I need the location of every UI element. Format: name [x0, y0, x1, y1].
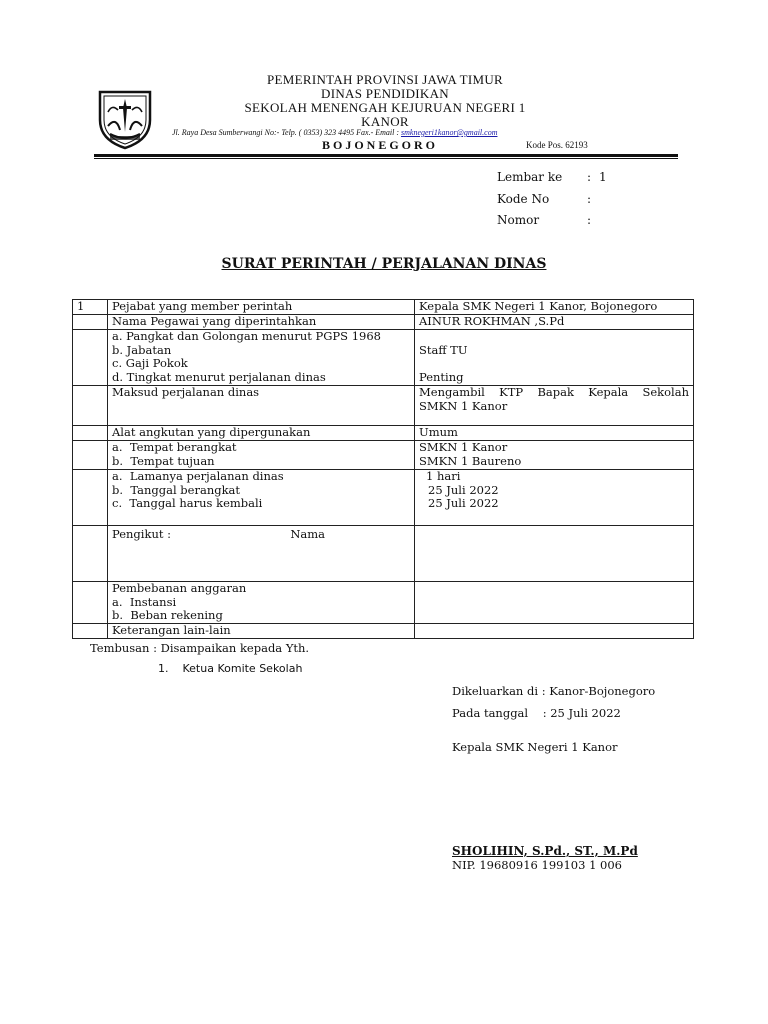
table-row [73, 426, 694, 441]
table-row [73, 470, 694, 526]
letterhead-department: DINAS PENDIDIKAN [321, 86, 449, 101]
letterhead-school: SEKOLAH MENENGAH KEJURUAN NEGERI 1 [244, 100, 526, 115]
duration-value: 1 hari [426, 469, 461, 483]
purpose-value-line2: SMKN 1 Kanor [419, 398, 508, 413]
remarks-label: Keterangan lain-lain [108, 624, 415, 639]
employee-value: AINUR ROKHMAN ,S.Pd [415, 315, 694, 330]
purpose-label: Maksud perjalanan dinas [108, 386, 415, 426]
meta-lembar-sep: : [587, 170, 592, 184]
tembusan-label: Tembusan : Disampaikan kepada Yth. [90, 641, 310, 655]
meta-lembar-value: 1 [599, 170, 607, 184]
provincial-emblem-logo [96, 86, 154, 150]
letterhead-postal-code: Kode Pos. 62193 [526, 140, 588, 150]
issued-place: Dikeluarkan di : Kanor-Bojonegoro [452, 684, 656, 698]
duration-c-mark: c. [112, 496, 123, 510]
followers-name-label: Nama [290, 527, 325, 541]
meta-nomor-label: Nomor [497, 213, 540, 227]
tembusan-item [158, 662, 302, 675]
letterhead-province: PEMERINTAH PROVINSI JAWA TIMUR [267, 72, 503, 87]
table-row [73, 582, 694, 624]
place-list [108, 441, 415, 470]
issued-date: Pada tanggal : 25 Juli 2022 [452, 706, 621, 720]
letterhead-divider-thick [94, 154, 678, 157]
letterhead-address: Jl. Raya Desa Sumberwangi No:- Telp. ( 0353) 323 4495 Fax.- Email : [172, 128, 402, 137]
letterhead-city: BOJONEGORO [322, 138, 439, 152]
employee-label: Nama Pegawai yang diperintahkan [108, 315, 415, 330]
budget-agency-label: Instansi [129, 594, 177, 609]
budget-list [108, 582, 415, 624]
letterhead-school-location: KANOR [361, 114, 409, 129]
table-row [73, 330, 694, 386]
followers-label: Pengikut : [112, 527, 171, 541]
departure-date-value: 25 Juli 2022 [428, 482, 499, 497]
rank-list [108, 330, 415, 386]
purpose-value-line1: Mengambil KTP Bapak Kepala Sekolah [419, 385, 689, 399]
return-date-label: Tanggal harus kembali [129, 496, 263, 510]
letterhead-divider-thin [94, 158, 678, 159]
departure-place-label: Tempat berangkat [129, 440, 237, 454]
row-number: 1 [73, 300, 108, 315]
meta-kode-sep: : [587, 192, 592, 206]
rank-item-a: a. Pangkat dan Golongan menurut PGPS 1968 [112, 329, 381, 343]
letterhead-contact [172, 128, 497, 137]
table-row [73, 315, 694, 330]
table-row [73, 441, 694, 470]
duration-label: Lamanya perjalanan dinas [129, 469, 284, 483]
destination-place-label: Tempat tujuan [130, 453, 215, 468]
place-a-mark: a. [112, 440, 123, 454]
document-title-text: SURAT PERINTAH / PERJALANAN DINAS [221, 256, 547, 272]
budget-label: Pembebanan anggaran [112, 581, 247, 595]
rank-item-c: c. Gaji Pokok [112, 356, 188, 370]
email-link[interactable]: smknegeri1kanor@gmail.com [401, 128, 498, 137]
tembusan-item-text: Ketua Komite Sekolah [182, 662, 303, 675]
signer-nip: NIP. 19680916 199103 1 006 [452, 858, 622, 872]
position-value: Staff TU [419, 343, 468, 357]
table-row [73, 624, 694, 639]
duration-b-mark: b. [112, 482, 124, 497]
issuer-label: Pejabat yang member perintah [108, 300, 415, 315]
departure-place-value: SMKN 1 Kanor [419, 440, 508, 454]
document-title [0, 256, 768, 272]
table-row [73, 386, 694, 426]
return-date-value: 25 Juli 2022 [428, 496, 499, 510]
signer-name: SHOLIHIN, S.Pd., ST., M.Pd [452, 844, 638, 858]
departure-date-label: Tanggal berangkat [130, 482, 241, 497]
budget-a-mark: a. [112, 594, 123, 609]
rank-values [415, 330, 694, 386]
meta-lembar-label: Lembar ke [497, 170, 563, 184]
travel-level-value: Penting [419, 369, 464, 384]
rank-item-b: b. Jabatan [112, 342, 172, 357]
duration-list [108, 470, 415, 526]
meta-nomor-sep: : [587, 213, 592, 227]
destination-place-value: SMKN 1 Baureno [419, 453, 522, 468]
table-row [73, 526, 694, 582]
duration-values [415, 470, 694, 526]
transport-value: Umum [415, 426, 694, 441]
issuer-value: Kepala SMK Negeri 1 Kanor, Bojonegoro [415, 300, 694, 315]
followers-cell [108, 526, 415, 582]
budget-account-label: Beban rekening [130, 608, 223, 622]
place-b-mark: b. [112, 453, 124, 468]
signer-position: Kepala SMK Negeri 1 Kanor [452, 740, 618, 754]
meta-kode-label: Kode No [497, 192, 550, 206]
transport-label: Alat angkutan yang dipergunakan [108, 426, 415, 441]
table-row [73, 300, 694, 315]
purpose-value [415, 386, 694, 426]
rank-item-d: d. Tingkat menurut perjalanan dinas [112, 369, 326, 384]
budget-b-mark: b. [112, 608, 124, 622]
duration-a-mark: a. [112, 469, 123, 483]
place-values [415, 441, 694, 470]
travel-order-table [72, 299, 694, 639]
tembusan-item-number: 1. [158, 662, 169, 675]
